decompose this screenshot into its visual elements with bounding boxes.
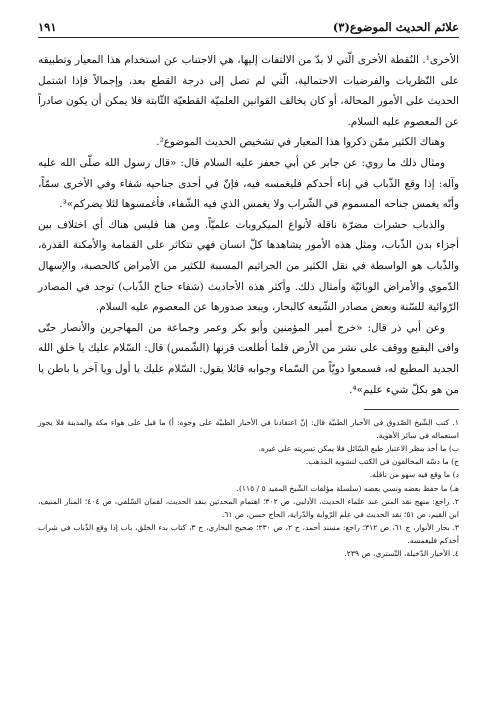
paragraph: وعن أبي ذر قال: «خرج أمير المؤمنين وأبو بكر وعمر وجماعة من المهاجرين والأنصار حتّى وافى البقيع ووقف على نشر من الأرض فلما أطلعت قرنها (الشّمس) قال: السّلام عليك يا خلق الله الجديد المطيع له، فسمعوا دويّاً من السّماء وجوابه قائلا يقول: السّلام عليك يا أول ويا آخر يا باطن يا من هو بكلّ شيء عليم»⁴. <box>38 321 459 396</box>
footnote-divider <box>364 409 459 410</box>
page-header <box>38 14 459 38</box>
footnote: ٤. الأخبار الدّخيلة، التّستري، ص ٢٣٩. <box>344 549 459 559</box>
paragraph: وهناك الكثير ممّن ذكروا هذا المعيار في تشخيص الحديث الموضوع². <box>156 136 445 149</box>
main-text <box>38 50 459 400</box>
footnote: ج) ما دسّه المخالفون في الكتب لتشويه المذهب. <box>305 457 459 467</box>
paragraph: والذباب حشرات مضرّة ناقلة لأنواع الميكروبات علميّاً. ومن هنا فليس هناك أي اختلاف بين أجزاء بدن الذّباب، ومثل هذه الأمور يشاهدها كلّ انسان فهي تتكاثر على القمامة والأمكنة القذرة، والذّباب هو الواسطة في نقل الكثير من الجراثيم المسببة للكثير من الأمراض كالحصبة، والإسهال الدّموي والأمراض الوبائيّة وأمثال ذلك. وأكثر هذه الأحاديث (شفاء جناح الذّباب) توجد في المصادر الرّوائية للسّنة وبعض مصادر الشّيعة كالبحار، ويبعد صدورها عن المعصوم عليه السلام. <box>38 218 459 314</box>
paragraph: ومثال ذلك ما روي: عن جابر عن أبي جعفر عليه السلام قال: «قال رسول الله صلّى الله عليه وآله: إذا وقع الذّباب في إناء أحدكم فليغمسه فيه، فإنّ في أحدى جناحيه شفاء وفي الأخرى سمّاً، وأنّه يغمس جناحه المسموم في الشّراب ولا يغمس الذي فيه الشّفاء، فأغمسوها لئلا يضركم»³. <box>38 156 459 211</box>
footnote: ١. كتب الشّيخ الصّدوق في الأخبار الطبيّة قال: إنّ اعتقادنا في الأخبار الطبيّة على وجوه: أ) ما قيل على هواء مكة والمدينة فلا يجوز استعماله في سائر الأهوية. <box>38 418 459 441</box>
footnote: د) ما وقع فيه سهو من ناقله. <box>369 470 459 480</box>
paragraph: الأخرى¹. النُقطة الأخرى الّتي لا بدّ من الالتفات إليها، هي الاجتناب عن استخدام هذا المعيار وتطبيقه على النّظريات والفرضيات الاحتمالية، الّتي لم تصل إلى درجة القطع بعد، وإجمالاً فإذا اشتمل الحديث على الأمور المحالة، أو كان يخالف القوانين العلميّة القطعيّة الثّابتة فلا يمكن أن يكون صادراً عن المعصوم عليه السلام. <box>38 54 459 128</box>
footnotes <box>38 416 459 560</box>
footnote: ب) ما أخذ بنظر الاعتبار طبع السّائل فلا يمكن تسريته على غيره. <box>258 444 459 454</box>
page-number: ١٩١ <box>38 20 57 34</box>
footnote: ٢. راجع: منهج نقد المتن عند علماء الحديث، الأدلبي، ص ٣٠٢؛ اهتمام المحدثين بنقد الحديث، لقمان السّلفي، ص ٤٠٤؛ المنار المنيف، ابن القيم، ص ٥١؛ نقد الحديث في علم الرّواية والدّراية، الحاج حسن، ص ٦١. <box>38 496 460 519</box>
running-title: علائم الحديث الموضوع(٣) <box>332 20 459 34</box>
footnote: ٣. بحار الأنوار، ج ٦١، ص ٣١٢؛ راجع: مسند أحمد، ج ٢، ص ٢٣٠؛ صحيح البخاري، ج ٣، كتاب بدء الخلق، باب إذا وقع الذّباب في شراب أحدكم فليغمسه. <box>38 522 459 545</box>
footnote: هـ) ما حفظ بعضه ونسي بعضه (سلسلة مؤلفات الشّيخ المفيد ٥ / ١١٥). <box>236 483 459 493</box>
